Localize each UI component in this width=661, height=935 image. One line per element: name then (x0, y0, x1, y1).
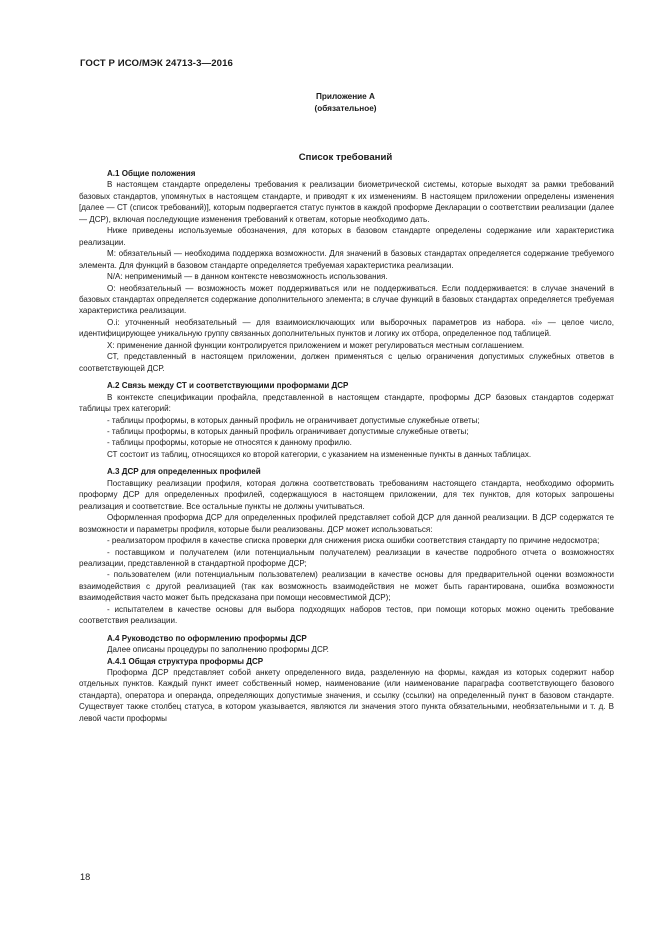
document-body (79, 168, 614, 724)
section-heading: А.1 Общие положения (107, 169, 196, 178)
paragraph: Оформленная проформа ДСР для определенных профилей представляет собой ДСР для данной реализации. В ДСР содержатся те возможности и параметры профиля, которые были реализованы. ДСР может использоваться: (79, 513, 614, 534)
paragraph: N/A: неприменимый — в данном контексте невозможность использования. (107, 272, 388, 282)
paragraph: Х: применение данной функции контролируется приложением и может регулироваться местным соглашением. (107, 340, 525, 350)
paragraph: О.i: уточненный необязательный — для взаимоисключающих или выборочных параметров из набора. «i» — целое число, идентифицирующее уникальную группу связанных дополнительных пунктов и логику их отбора, определенное под таблицей. (79, 317, 614, 339)
section-heading: А.3 ДСР для определенных профилей (107, 467, 261, 477)
page-title: Список требований (298, 152, 393, 163)
paragraph: Поставщику реализации профиля, которая должна соответствовать требованиям настоящего стандарта, необходимо оформить проформу ДСР для определенных профилей, содержащуюся в настоящем приложении, для тех пунктов, для которых запрошены реализация и соответствие. Все остальные пункты не должны учитываться. (79, 478, 614, 511)
page-number: 18 (80, 872, 91, 882)
paragraph: В настоящем стандарте определены требования к реализации биометрической системы, которые выходят за рамки требований базовых стандартов, упомянутых в настоящем стандарте, и приводят к их изменениям. В настоящем приложении определены изменения [далее — СТ (список требований)], которым подвергается статус пунктов в каждой проформе Декларации о соответствии реализации (далее — ДСР), включая последующие изменения требований к ответам, которые необходимо дать. (79, 180, 614, 224)
paragraph: М: обязательный — необходима поддержка возможности. Для значений в базовых стандартах определяется содержание требуемого элемента. Для функций в базовом стандарте определяется требуемая характеристика реализации. (79, 249, 614, 270)
section-heading: А.2 Связь между СТ и соответствующими проформами ДСР (107, 381, 349, 391)
paragraph: Далее описаны процедуры по заполнению проформы ДСР. (107, 645, 329, 655)
list-item: - пользователем (или потенциальным пользователем) реализации в качестве основы для предварительной оценки возможности взаимодействия с другой реализацией (так как возможность взаимодействия не может быть гарантирована, ошибка возможности взаимодействия часто может быть предсказана при помощи несовместимой ДСР); (79, 570, 614, 603)
document-header: ГОСТ Р ИСО/МЭК 24713-3—2016 (80, 58, 233, 69)
list-item: - таблицы проформы, которые не относятся к данному профилю. (107, 438, 352, 448)
subsection-heading: А.4.1 Общая структура проформы ДСР (107, 656, 264, 666)
section-heading: А.4 Руководство по оформлению проформы ДСР (107, 633, 307, 643)
paragraph: Проформа ДСР представляет собой анкету определенного вида, разделенную на формы, каждая из которых содержит набор отдельных пунктов. Каждый пункт имеет собственный номер, наименование (или наименование параграфа соответствующего базового стандарта), оператора и операнда, определяющих допустимые значения, и ссылку (ссылки) на определенный пункт в базовом стандарте. Существует также столбец статуса, в котором указывается, являются ли значения этого пункта обязательными, необязательными и т. д. В левой части проформы (79, 668, 614, 723)
paragraph: Ниже приведены используемые обозначения, для которых в базовом стандарте определены содержание или характеристика реализации. (79, 226, 614, 247)
list-item: - испытателем в качестве основы для выбора подходящих наборов тестов, при помощи которых можно оценить требование соответствия реализации. (79, 604, 614, 626)
list-item: - таблицы проформы, в которых данный профиль не ограничивает допустимые служебные ответы; (107, 415, 480, 425)
appendix-title: Приложение А (316, 92, 375, 101)
appendix-label (0, 91, 661, 114)
list-item: - поставщиком и получателем (или потенциальным получателем) реализации в качестве подробного отчета о возможностях реализации, представленной в стандартной проформе ДСР; (79, 547, 614, 568)
list-item: - реализатором профиля в качестве списка проверки для снижения риска ошибки соответствия стандарту по причине недосмотра; (107, 536, 600, 546)
list-item: - таблицы проформы, в которых данный профиль ограничивает допустимые служебные ответы; (107, 426, 469, 436)
paragraph: В контексте спецификации профайла, представленной в настоящем стандарте, проформы ДСР базовых стандартов содержат таблицы трех категорий: (79, 392, 614, 414)
appendix-subtitle: (обязательное) (314, 103, 377, 113)
paragraph: СТ, представленный в настоящем приложении, должен применяться с целью ограничения допустимых служебных ответов в соответствующей ДСР. (79, 352, 614, 373)
paragraph: СТ состоит из таблиц, относящихся ко второй категории, с указанием на измененные пункты в данных таблицах. (107, 449, 532, 459)
paragraph: О: необязательный — возможность может поддерживаться или не поддерживаться. Если поддерживается: в случае значений в базовых стандартах определяется содержание дополнительного элемента; в случае функций в базовых стандартах определяется требуемая характеристика реализации. (79, 283, 614, 316)
